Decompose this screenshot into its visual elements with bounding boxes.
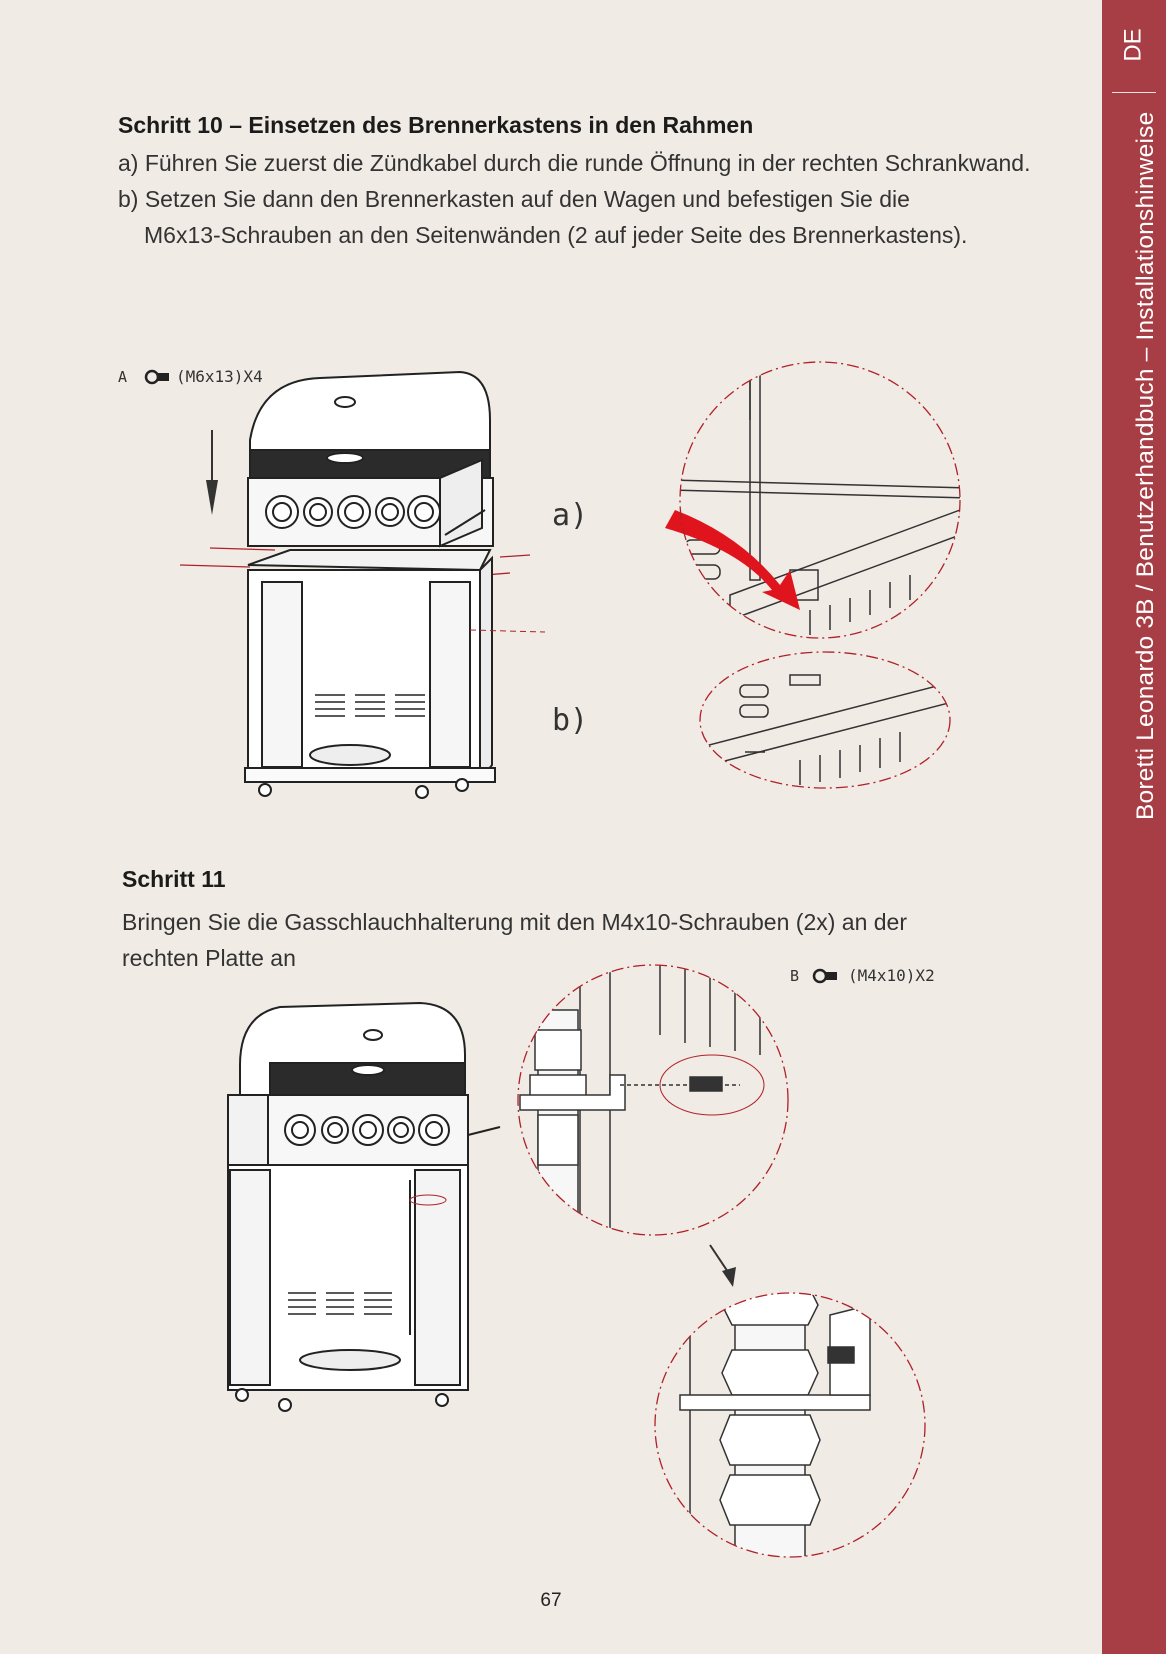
detail-circle-b [690, 652, 960, 788]
part-b-letter: B [790, 967, 800, 985]
language-tab [1102, 0, 1166, 90]
language-label: DE [1120, 28, 1147, 62]
part-a-letter: A [118, 368, 128, 386]
part-a-spec: (M6x13)X4 [176, 367, 263, 386]
step10-line-a: a) Führen Sie zuerst die Zündkabel durch die runde Öffnung in der rechten Schrankwand. [118, 150, 1031, 176]
step10-heading: Schritt 10 – Einsetzen des Brennerkastens in den Rahmen [118, 112, 754, 138]
down-arrow-icon [206, 430, 218, 515]
step11-figure [220, 955, 990, 1570]
step10-figure [100, 360, 980, 850]
detail-circle-bracket [518, 955, 788, 1255]
red-arrow-icon [665, 510, 800, 610]
label-a: a) [552, 498, 589, 533]
assembled-grill-drawing [228, 1003, 500, 1411]
label-b: b) [552, 703, 589, 738]
burner-box-drawing [248, 372, 493, 546]
step10-line-b2: M6x13-Schrauben an den Seitenwänden (2 auf jeder Seite des Brennerkastens). [144, 222, 968, 248]
screw-icon [146, 371, 169, 383]
band-divider [1112, 92, 1156, 93]
page-number: 67 [540, 1590, 562, 1611]
detail-arrow-icon [710, 1245, 736, 1287]
step10-line-b1: b) Setzen Sie dann den Brennerkasten auf den Wagen und befestigen Sie die [118, 186, 910, 212]
step11-heading: Schritt 11 [122, 866, 226, 892]
detail-circle-screw [655, 1255, 925, 1565]
cart-drawing [245, 550, 495, 798]
part-b-spec: (M4x10)X2 [848, 966, 935, 985]
step11-line1: Bringen Sie die Gasschlauchhalterung mit den M4x10-Schrauben (2x) an der [122, 909, 907, 935]
step10-instructions [118, 145, 1078, 253]
document-title: Boretti Leonardo 3B / Benutzerhandbuch – Installationshinweise [1132, 111, 1159, 820]
screw-icon [814, 970, 837, 982]
step11-line2: rechten Platte an [122, 945, 296, 971]
detail-circle-a [665, 360, 970, 638]
